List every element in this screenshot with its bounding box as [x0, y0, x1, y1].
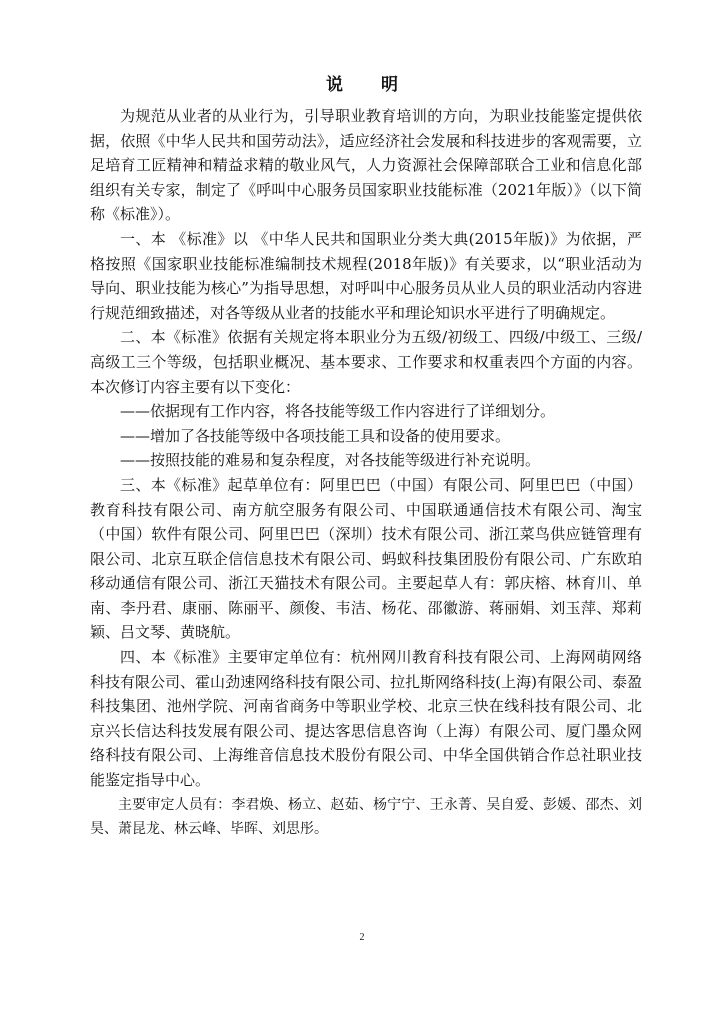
document-body — [90, 104, 642, 842]
paragraph-reviewers: 主要审定人员有：李君焕、杨立、赵茹、杨宁宁、王永菁、吴自爱、彭媛、邵杰、刘昊、萧昆龙、林云峰、毕晖、刘思彤。 — [90, 796, 642, 838]
page-number: 2 — [359, 932, 365, 943]
paragraph-intro: 为规范从业者的从业行为，引导职业教育培训的方向，为职业技能鉴定提供依据，依照《中华人民共和国劳动法》，适应经济社会发展和科技进步的客观需要，立足培育工匠精神和精益求精的敬业风气，人力资源社会保障部联合工业和信息化部组织有关专家，制定了《呼叫中心服务员国家职业技能标准（2021年版）》（以下简称《标准》）。 — [90, 107, 642, 224]
paragraph-section-3: 三、本《标准》起草单位有：阿里巴巴（中国）有限公司、阿里巴巴（中国）教育科技有限公司、南方航空服务有限公司、中国联通通信技术有限公司、淘宝（中国）软件有限公司、阿里巴巴（深圳）技术有限公司、浙江菜鸟供应链管理有限公司、北京互联企信信息技术有限公司、蚂蚁科技集团股份有限公司、广东欧珀移动通信有限公司、浙江天猫技术有限公司。主要起草人有：郭庆榕、林育川、单南、李丹君、康丽、陈丽平、颜俊、韦洁、杨花、邵徽游、蒋丽娟、刘玉萍、郑莉颖、吕文琴、黄晓航。 — [90, 475, 642, 642]
page-title: 说 明 — [326, 75, 414, 95]
paragraph-section-2: 二、本《标准》依据有关规定将本职业分为五级/初级工、四级/中级工、三级/高级工三个等级，包括职业概况、基本要求、工作要求和权重表四个方面的内容。本次修订内容主要有以下变化： — [90, 328, 642, 396]
change-item-2: ——增加了各技能等级中各项技能工具和设备的使用要求。 — [120, 426, 511, 445]
paragraph-section-1: 一、本 《标准》以 《中华人民共和国职业分类大典(2015年版)》为依据，严格按照《国家职业技能标准编制技术规程(2018年版)》有关要求，以“职业活动为导向、职业技能为核心”为指导思想，对呼叫中心服务员从业人员的职业活动内容进行规范细致描述，对各等级从业者的技能水平和理论知识水平进行了明确规定。 — [90, 229, 642, 322]
change-item-1: ——依据现有工作内容，将各技能等级工作内容进行了详细划分。 — [120, 402, 556, 421]
paragraph-section-4: 四、本《标准》主要审定单位有：杭州网川教育科技有限公司、上海网萌网络科技有限公司、霍山劲速网络科技有限公司、拉扎斯网络科技(上海)有限公司、泰盈科技集团、池州学院、河南省商务中等职业学校、北京三快在线科技有限公司、北京兴长信达科技发展有限公司、提达客思信息咨询（上海）有限公司、厦门墨众网络科技有限公司、上海维音信息技术股份有限公司、中华全国供销合作总社职业技能鉴定指导中心。 — [90, 648, 642, 790]
change-item-3: ——按照技能的难易和复杂程度，对各技能等级进行补充说明。 — [120, 451, 541, 470]
